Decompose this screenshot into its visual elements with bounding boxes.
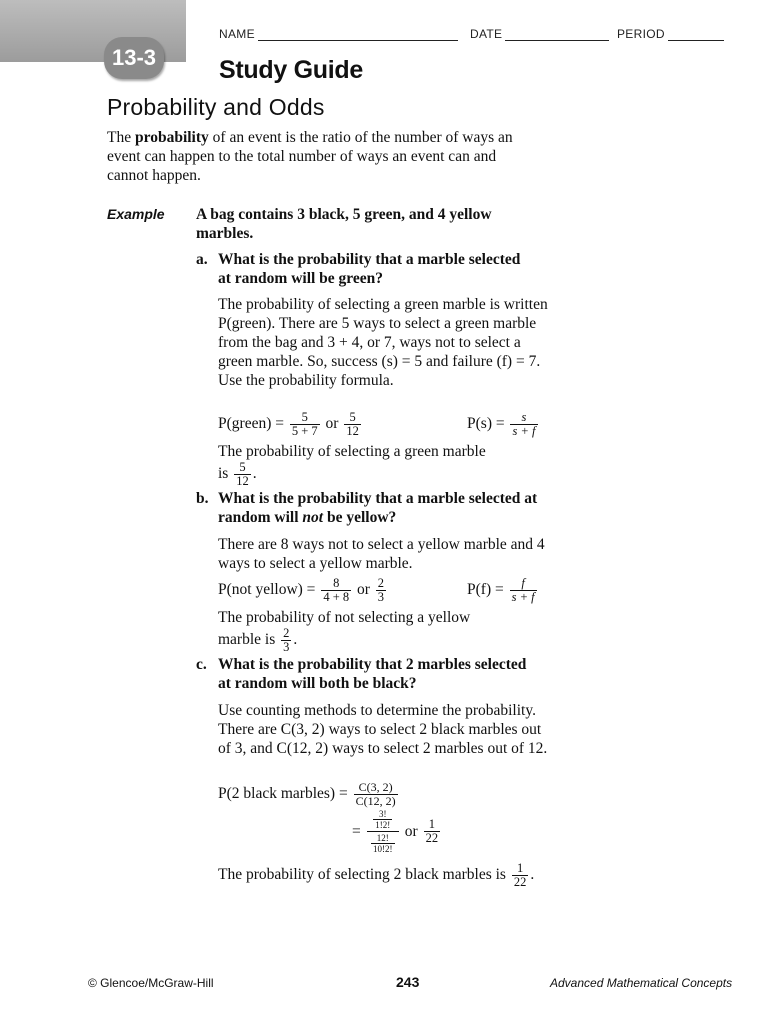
part-c-bot-n: 12!: [376, 833, 389, 843]
period-label: PERIOD: [617, 27, 665, 41]
part-c-complex-frac: [367, 809, 399, 854]
part-a-formula-left: P(s) =: [467, 415, 505, 433]
part-c-conclusion-text: The probability of selecting 2 black marbles is: [218, 866, 506, 884]
part-a-conclusion: [218, 442, 558, 488]
part-c-equation: [218, 781, 400, 808]
question-c-text: What is the probability that 2 marbles selected at random will both be black?: [218, 656, 527, 692]
period-field: [617, 27, 724, 41]
part-c-or: or: [404, 822, 418, 840]
part-c-top-d: 1!2!: [375, 820, 391, 830]
part-b-formula-d: s + f: [511, 590, 535, 604]
footer-copyright: © Glencoe/McGraw-Hill: [88, 976, 214, 990]
study-guide-heading: Study Guide: [219, 56, 363, 84]
question-b-letter: b.: [196, 490, 209, 507]
part-c-c-d: C(12, 2): [355, 794, 396, 808]
question-b: [196, 489, 556, 527]
part-b-frac1-n: 8: [333, 576, 340, 590]
part-c-answer-frac: [512, 862, 529, 889]
part-a-formula-d: s + f: [512, 424, 536, 438]
name-label: NAME: [219, 27, 255, 41]
part-c-conclusion: [218, 862, 598, 889]
question-b-post: be yellow?: [323, 509, 397, 526]
part-b-formula-n: f: [521, 576, 525, 590]
example-statement: A bag contains 3 black, 5 green, and 4 yellow marbles.: [196, 206, 492, 242]
question-a: [196, 250, 556, 288]
part-b-frac1-d: 4 + 8: [323, 590, 350, 604]
part-a-formula-n: s: [521, 410, 527, 424]
part-a-conclusion-is: is: [218, 465, 229, 483]
part-b-conclusion: [218, 608, 558, 654]
page-title: Probability and Odds: [107, 94, 325, 120]
part-c-res-n: 1: [428, 817, 436, 831]
part-c-eq-left: P(2 black marbles) =: [218, 785, 348, 803]
part-b-answer-frac: [281, 627, 291, 654]
question-a-text: What is the probability that a marble selected at random will be green?: [218, 251, 521, 287]
part-a-ans-n: 5: [239, 460, 246, 474]
part-c-top-n: 3!: [379, 809, 387, 819]
part-a-formula-frac: [510, 411, 537, 438]
intro-paragraph: [107, 128, 537, 185]
part-c-explanation: Use counting methods to determine the probability. There are C(3, 2) ways to select 2 black marbles out of 3, and C(12, 2) ways to select 2 marbles out of 12.: [218, 702, 548, 757]
part-a-ans-d: 12: [236, 474, 249, 488]
part-c-ans-d: 22: [513, 875, 527, 889]
part-c-ans-n: 1: [516, 861, 524, 875]
part-a-frac2-d: 12: [346, 424, 359, 438]
part-c-bot-frac: [371, 833, 395, 854]
part-b-explanation: There are 8 ways not to select a yellow marble and 4 ways to select a yellow marble.: [218, 536, 545, 572]
question-b-pre: What is the probability that a marble selected at random will: [218, 490, 538, 526]
name-field: [219, 27, 458, 41]
date-label: DATE: [470, 27, 503, 41]
part-a-frac1: [290, 411, 320, 438]
part-a-frac2-n: 5: [349, 410, 356, 424]
part-c-c-frac: [354, 781, 398, 808]
question-a-letter: a.: [196, 251, 208, 268]
question-c-letter: c.: [196, 656, 207, 673]
part-b-eq-left: P(not yellow) =: [218, 581, 316, 599]
question-b-not: not: [302, 509, 324, 526]
part-a-frac2: [344, 411, 361, 438]
part-c-top-frac: [373, 809, 392, 830]
part-b-ans-d: 3: [283, 640, 290, 654]
part-c-period: .: [530, 866, 535, 884]
part-a-or: or: [325, 415, 339, 433]
intro-term: probability: [134, 129, 209, 146]
part-a-frac1-n: 5: [301, 410, 308, 424]
part-b-formula-left: P(f) =: [467, 581, 504, 599]
lesson-badge: 13-3: [104, 37, 164, 79]
page-number: 243: [396, 974, 420, 990]
part-b-formula-frac: [510, 577, 537, 604]
part-b-equation: [218, 577, 388, 604]
part-c-bot-d: 10!2!: [373, 844, 393, 854]
question-c: [196, 655, 556, 693]
part-c-c-n: C(3, 2): [358, 780, 393, 794]
intro-post: of an event is the ratio of the number of ways an event can happen to the total number of ways an event can and cannot happen.: [107, 129, 513, 184]
part-c-main-bar: [367, 831, 399, 832]
part-b-conclusion-2: marble is: [218, 631, 276, 649]
name-line: [258, 30, 458, 41]
part-c-res-d: 22: [425, 831, 439, 845]
part-a-frac1-d: 5 + 7: [291, 424, 318, 438]
part-a-answer-frac: [234, 461, 251, 488]
part-a-formula: [467, 411, 540, 438]
example-label: Example: [107, 206, 165, 222]
part-b-frac2: [376, 577, 386, 604]
date-field: [470, 27, 609, 41]
part-a-equation: [218, 411, 363, 438]
intro-pre: The: [107, 129, 135, 146]
part-b-conclusion-text: The probability of not selecting a yellow: [218, 609, 471, 626]
part-c-equation-2: [352, 809, 442, 854]
part-c-eq2: =: [352, 822, 361, 840]
part-b-frac2-d: 3: [377, 590, 385, 604]
part-b-formula: [467, 577, 539, 604]
part-b-frac2-n: 2: [377, 576, 385, 590]
date-line: [505, 30, 609, 41]
part-b-ans-n: 2: [283, 626, 290, 640]
period-line: [668, 30, 724, 41]
part-c-res-frac: [424, 818, 441, 845]
part-b-frac1: [321, 577, 351, 604]
part-a-eq-left: P(green) =: [218, 415, 284, 433]
part-a-explanation: The probability of selecting a green marble is written P(green). There are 5 ways to select a green marble from the bag and 3 + 4, or 7, ways not to select a green marble. So, success (s) = 5 and failure (f) = 7. Use the probability formula.: [218, 296, 548, 389]
part-b-or: or: [357, 581, 370, 599]
part-b-period: .: [293, 631, 298, 649]
part-a-conclusion-text: The probability of selecting a green marble: [218, 443, 486, 460]
footer-book-title: Advanced Mathematical Concepts: [550, 976, 733, 990]
part-a-period: .: [252, 465, 257, 483]
